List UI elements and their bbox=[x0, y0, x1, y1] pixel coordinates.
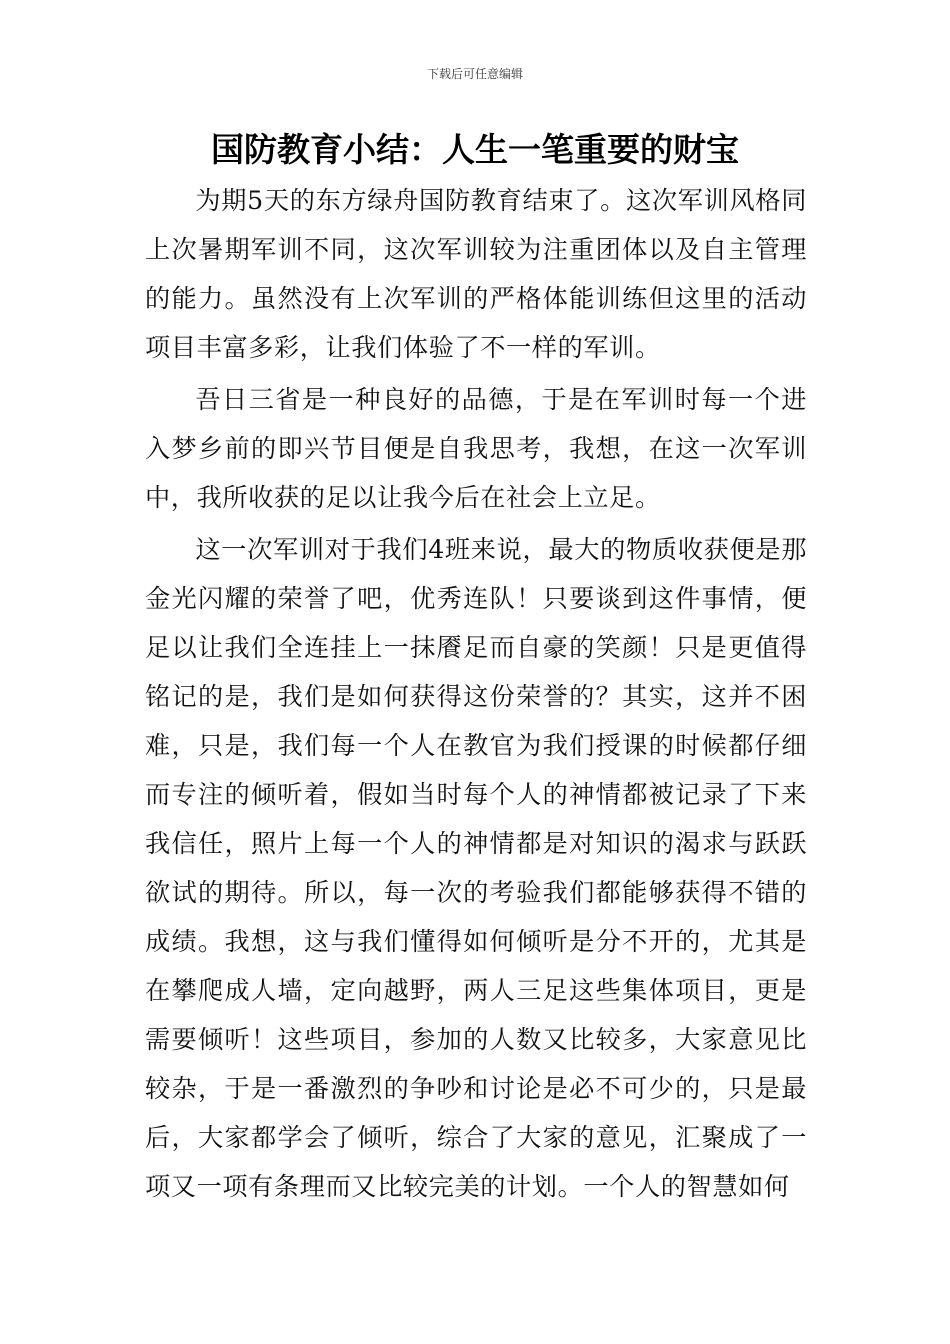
paragraph-1: 为期5天的东方绿舟国防教育结束了。这次军训风格同上次暑期军训不同，这次军训较为注重团体以及自主管理的能力。虽然没有上次军训的严格体能训练但这里的活动项目丰富多彩，让我们体验了不一样的军训。 bbox=[145, 186, 807, 362]
document-body bbox=[145, 176, 807, 1214]
header-note: 下载后可任意编辑 bbox=[426, 67, 523, 81]
paragraph-3: 这一次军训对于我们4班来说，最大的物质收获便是那金光闪耀的荣誉了吧，优秀连队！只要谈到这件事情，便足以让我们全连挂上一抹餍足而自豪的笑颜！只是更值得铭记的是，我们是如何获得这份荣誉的？其实，这并不困难，只是，我们每一个人在教官为我们授课的时候都仔细而专注的倾听着，假如当时每个人的神情都被记录了下来我信任，照片上每一个人的神情都是对知识的渴求与跃跃欲试的期待。所以，每一次的考验我们都能够获得不错的成绩。我想，这与我们懂得如何倾听是分不开的，尤其是在攀爬成人墙，定向越野，两人三足这些集体项目，更是需要倾听！这些项目，参加的人数又比较多，大家意见比较杂，于是一番激烈的争吵和讨论是必不可少的，只是最后，大家都学会了倾听，综合了大家的意见，汇聚成了一项又一项有条理而又比较完美的计划。一个人的智慧如何 bbox=[145, 535, 807, 1201]
paragraph-2: 吾日三省是一种良好的品德，于是在军训时每一个进入梦乡前的即兴节目便是自我思考，我想，在这一次军训中，我所收获的足以让我今后在社会上立足。 bbox=[145, 385, 807, 512]
document-title: 国防教育小结：人生一笔重要的财宝 bbox=[211, 130, 739, 169]
